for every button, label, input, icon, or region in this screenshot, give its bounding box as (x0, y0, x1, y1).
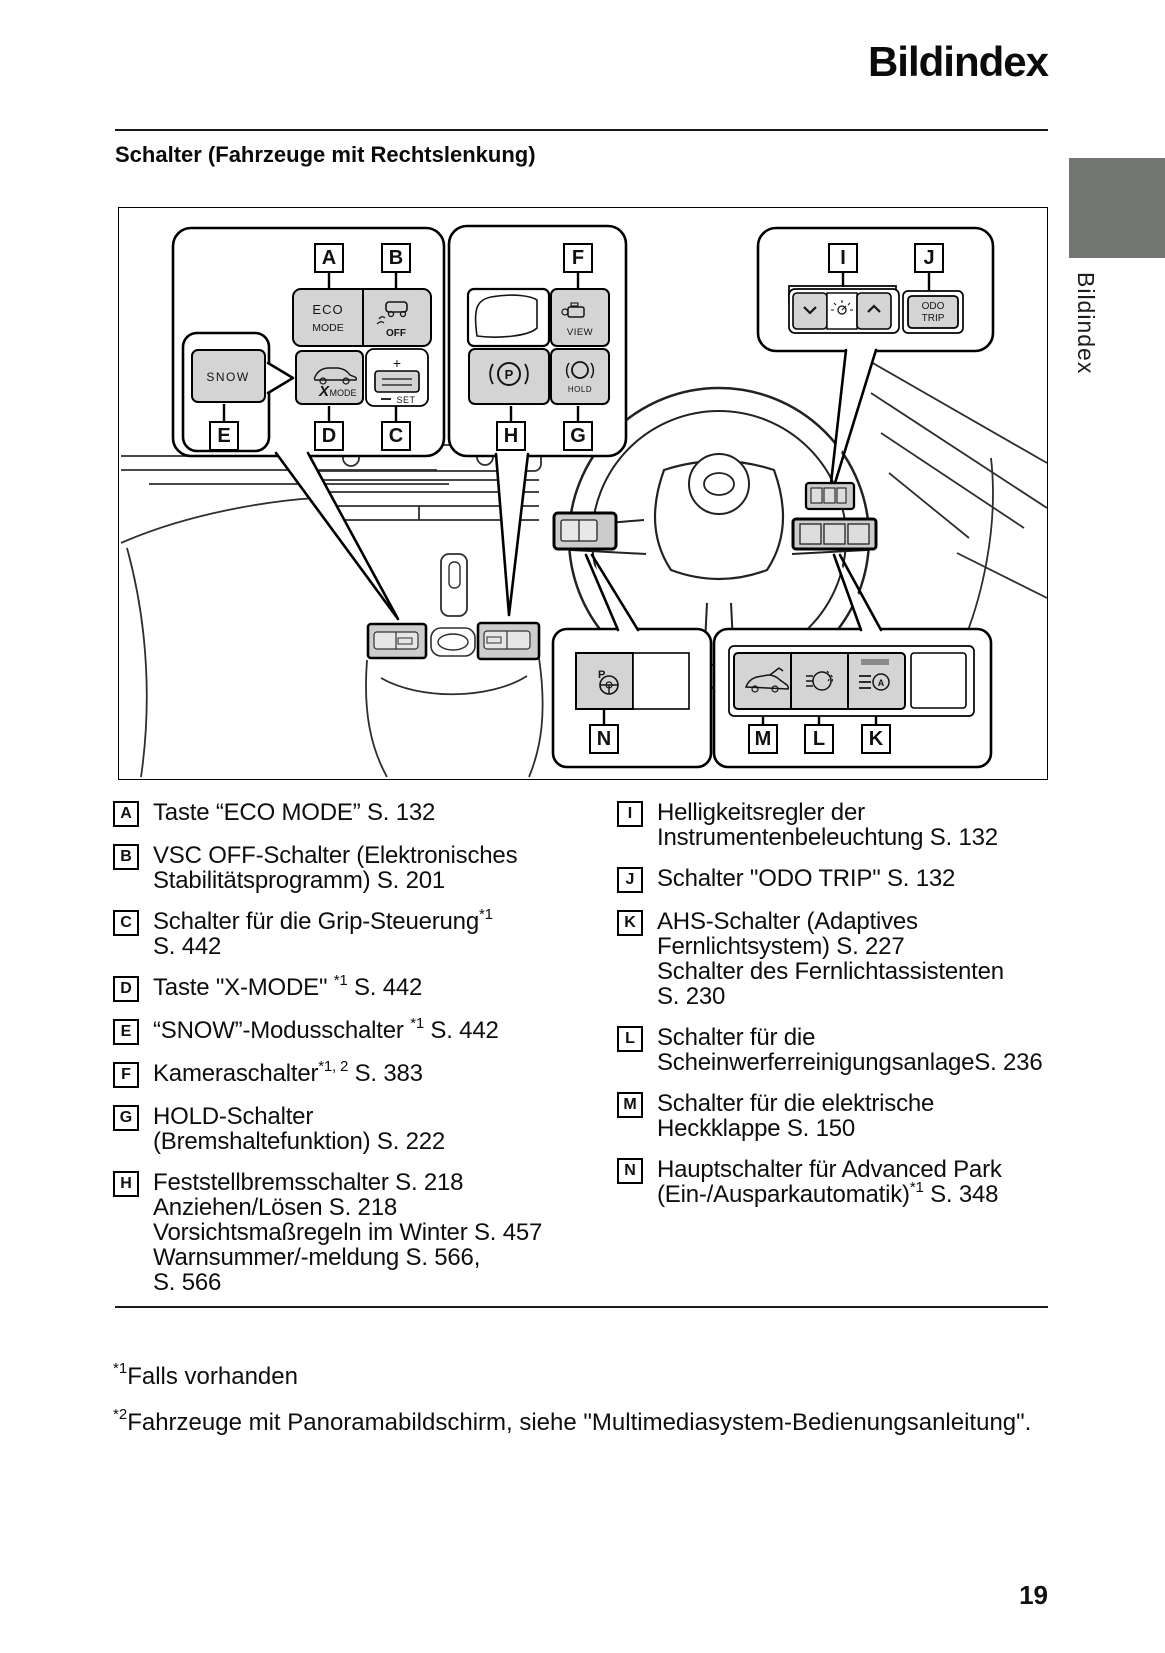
svg-text:SET: SET (396, 395, 416, 405)
xmode-button (296, 351, 363, 404)
footnote-1: $^{*1}$Falls vorhanden (113, 1360, 298, 1390)
callout-label-J: J (914, 243, 944, 273)
callout-label-K: K (861, 724, 891, 754)
legend-letter-box: G (113, 1105, 139, 1131)
callout-label-B: B (381, 243, 411, 273)
legend-letter-box: H (113, 1171, 139, 1197)
grip-control-switch (366, 349, 428, 406)
callout-label-G: G (563, 421, 593, 451)
legend-item-I (617, 800, 1053, 850)
legend-letter-box: M (617, 1092, 643, 1118)
svg-text:HOLD: HOLD (567, 385, 593, 394)
snow-mode-button (192, 350, 265, 402)
legend-item-E (113, 1015, 583, 1045)
legend-item-B (113, 843, 583, 893)
legend-letter-box: D (113, 976, 139, 1002)
legend-text: Schalter "ODO TRIP" S. 132 (657, 865, 956, 892)
title-divider (115, 129, 1048, 131)
legend-letter-box: I (617, 801, 643, 827)
svg-text:ECO: ECO (312, 302, 344, 317)
callout-label-C: C (381, 421, 411, 451)
svg-text:OFF: OFF (386, 328, 406, 339)
legend-item-F (113, 1058, 583, 1088)
legend-letter-box: C (113, 910, 139, 936)
callout-label-F: F (563, 243, 593, 273)
hold-button (551, 349, 609, 404)
legend-item-H (113, 1170, 583, 1295)
legend-item-G (113, 1104, 583, 1154)
legend-text: VSC OFF-Schalter (Elektronisches Stabilitätsprogramm) S. 201 (153, 842, 518, 894)
legend-letter-box: B (113, 844, 139, 870)
legend-text: Taste "X-MODE" $^{*1}$ S. 442 (153, 972, 423, 1001)
svg-text:MODE: MODE (329, 388, 357, 398)
diagram-art (119, 208, 1047, 779)
callout-label-E: E (209, 421, 239, 451)
callout-label-H: H (496, 421, 526, 451)
callout-label-D: D (314, 421, 344, 451)
advanced-park-switch (576, 653, 689, 709)
chapter-tab-label: Bildindex (1073, 272, 1099, 375)
legend-item-M (617, 1091, 1053, 1141)
page-title: Bildindex (867, 38, 1048, 85)
legend-item-J (617, 866, 1053, 893)
section-heading: Schalter (Fahrzeuge mit Rechtslenkung) (115, 142, 536, 167)
camera-view-button (551, 289, 609, 346)
legend-letter-box: E (113, 1019, 139, 1045)
legend-text: Hauptschalter für Advanced Park (Ein-/Ausparkautomatik)$^{*1}$ S. 348 (657, 1156, 1002, 1208)
callout-label-M: M (748, 724, 778, 754)
console-switch-panels (368, 623, 539, 659)
legend-letter-box: F (113, 1062, 139, 1088)
legend-item-C (113, 906, 583, 960)
svg-text:A: A (877, 678, 885, 688)
page-number: 19 (1019, 1580, 1048, 1610)
svg-text:TRIP: TRIP (921, 313, 945, 324)
legend-letter-box: J (617, 867, 643, 893)
legend-text: Feststellbremsschalter S. 218 Anziehen/Lösen S. 218 Vorsichtsmaßregeln im Winter S. 457 Warnsummer/-meldung S. 566, S. 566 (153, 1169, 543, 1296)
svg-text:+: + (392, 355, 402, 371)
eco-mode-button (293, 289, 431, 346)
mlk-switch-panel (729, 646, 974, 716)
svg-text:SNOW: SNOW (206, 370, 250, 384)
legend-text: Helligkeitsregler der Instrumentenbeleuchtung S. 132 (657, 799, 998, 851)
legend-item-D (113, 972, 583, 1002)
chapter-tab-marker (1069, 158, 1165, 258)
svg-text:P: P (598, 669, 606, 681)
odo-trip-button (903, 291, 963, 333)
parking-brake-button (469, 349, 549, 404)
svg-text:ODO: ODO (921, 301, 945, 312)
callout-label-A: A (314, 243, 344, 273)
legend-item-K (617, 909, 1053, 1009)
legend-letter-box: A (113, 801, 139, 827)
callout-label-L: L (804, 724, 834, 754)
svg-text:VIEW: VIEW (566, 327, 594, 338)
switch-location-diagram (118, 207, 1048, 780)
legend-item-A (113, 800, 583, 827)
legend-text: Schalter für die elektrische Heckklappe S. 150 (657, 1090, 935, 1142)
camera-display-pictogram (468, 289, 549, 346)
legend-text: HOLD-Schalter (Bremshaltefunktion) S. 222 (153, 1103, 446, 1155)
svg-text:P: P (504, 367, 514, 382)
shifter-stalk (441, 554, 467, 616)
legend-column-right (617, 800, 1053, 1223)
legend-text: Schalter für die ScheinwerferreinigungsanlageS. 236 (657, 1024, 1043, 1076)
legend-text: “SNOW”-Modusschalter $^{*1}$ S. 442 (153, 1015, 499, 1044)
callout-label-N: N (589, 724, 619, 754)
legend-text: Kameraschalter$^{*1, 2}$ S. 383 (153, 1058, 423, 1087)
legend-letter-box: L (617, 1026, 643, 1052)
legend-text: AHS-Schalter (Adaptives Fernlichtsystem) S. 227 Schalter des Fernlichtassistenten S. 230 (657, 908, 1004, 1010)
legend-letter-box: K (617, 910, 643, 936)
legend-text: Schalter für die Grip-Steuerung$^{*1}$ S. 442 (153, 906, 493, 960)
svg-text:MODE: MODE (312, 322, 344, 334)
legend-text: Taste “ECO MODE” S. 132 (153, 799, 436, 826)
legend-item-L (617, 1025, 1053, 1075)
footnote-2: $^{*2}$Fahrzeuge mit Panoramabildschirm, siehe "Multimediasystem-Bedienungsanleitung". (113, 1406, 1032, 1436)
legend-item-N (617, 1157, 1053, 1207)
instrument-brightness-control (789, 286, 899, 333)
legend-column-left (113, 800, 583, 1311)
callout-label-I: I (828, 243, 858, 273)
svg-text:X: X (318, 383, 330, 400)
legend-divider (115, 1306, 1048, 1308)
legend-letter-box: N (617, 1158, 643, 1184)
